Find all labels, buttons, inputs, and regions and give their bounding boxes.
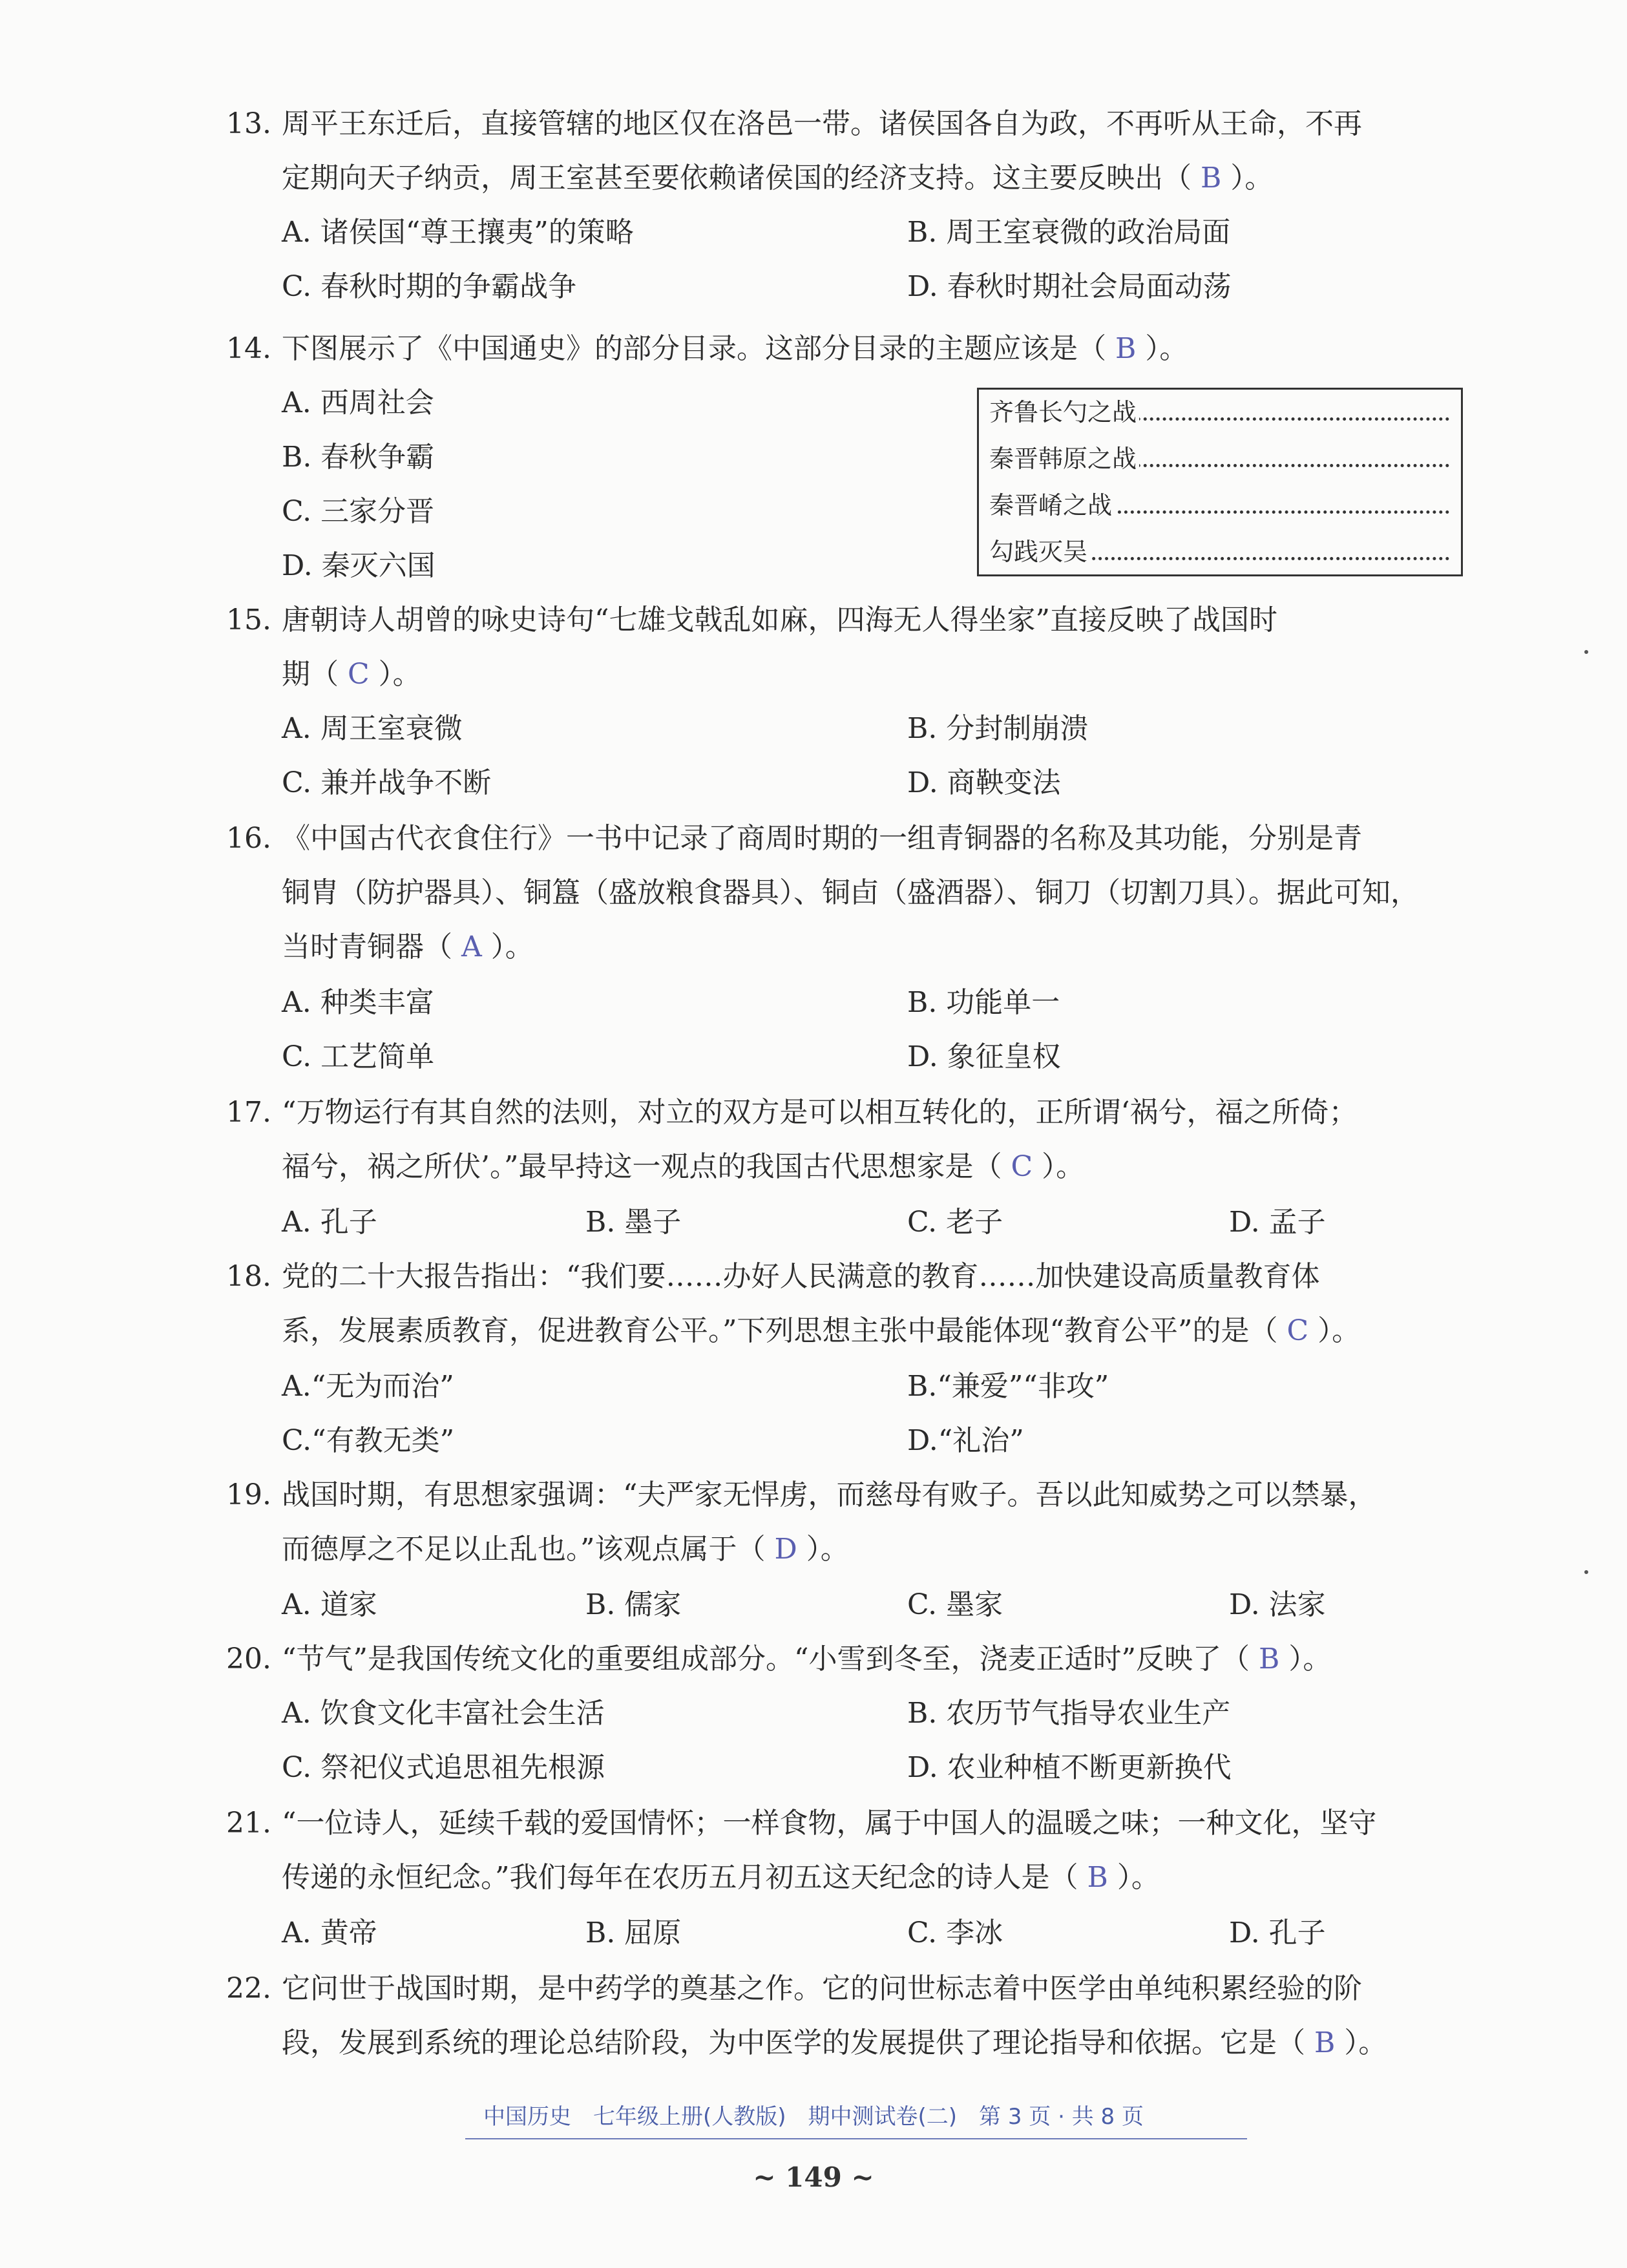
- table-of-contents-box: [977, 388, 1463, 576]
- toc-entry: 齐鲁长勺之战: [989, 390, 1449, 435]
- option-a: A. 周王室衰微: [282, 712, 463, 745]
- answer-mark: B: [1314, 2026, 1336, 2059]
- option-a: A. 诸侯国“尊王攘夷”的策略: [282, 216, 634, 249]
- toc-entry: 秦晋崤之战: [989, 483, 1449, 528]
- answer-mark: B: [1115, 332, 1137, 365]
- question-text-line: 定期向天子纳贡，周王室甚至要依赖诸侯国的经济支持。这主要反映出（ B ）。: [282, 162, 1274, 194]
- question-text: 周平王东迁后，直接管辖的地区仅在洛邑一带。诸侯国各自为政，不再听从王命，不再: [282, 107, 1362, 140]
- option-d: D. 商鞅变法: [907, 766, 1061, 799]
- question-text-line: 期（ C ）。: [282, 658, 421, 691]
- question-number: 14.: [226, 332, 271, 365]
- option-d: D. 孟子: [1229, 1206, 1326, 1239]
- option-a: A. 西周社会: [282, 386, 434, 419]
- question-number: 18.: [226, 1260, 271, 1293]
- option-a: A. 种类丰富: [282, 986, 434, 1019]
- question-text: 《中国古代衣食住行》一书中记录了商周时期的一组青铜器的名称及其功能，分别是青: [282, 822, 1362, 855]
- toc-entry: 勾践灭吴: [989, 529, 1449, 574]
- option-c: C.“有教无类”: [282, 1424, 455, 1457]
- answer-mark: C: [348, 658, 370, 691]
- option-b: B. 儒家: [585, 1588, 682, 1621]
- question-text-line: 福兮，祸之所伏’。”最早持这一观点的我国古代思想家是（ C ）。: [282, 1150, 1085, 1183]
- page-footer: 中国历史 七年级上册(人教版) 期中测试卷(二) 第 3 页 · 共 8 页: [483, 2104, 1144, 2130]
- option-d: D. 秦灭六国: [282, 549, 436, 582]
- answer-mark: A: [461, 930, 482, 963]
- question-number: 20.: [226, 1643, 271, 1675]
- question-text: 党的二十大报告指出：“我们要……办好人民满意的教育……加快建设高质量教育体: [282, 1260, 1320, 1293]
- option-c: C. 老子: [907, 1206, 1003, 1239]
- question-text: 它问世于战国时期，是中药学的奠基之作。它的问世标志着中医学由单纯积累经验的阶: [282, 1972, 1362, 2005]
- option-c: C. 兼并战争不断: [282, 766, 492, 799]
- option-d: D. 春秋时期社会局面动荡: [907, 270, 1232, 303]
- option-c: C. 春秋时期的争霸战争: [282, 270, 577, 303]
- option-b: B.“兼爱”“非攻”: [907, 1370, 1109, 1403]
- question-text-line: “节气”是我国传统文化的重要组成部分。“小雪到冬至，浇麦正适时”反映了（ B ）。: [282, 1643, 1332, 1675]
- option-b: B. 农历节气指导农业生产: [907, 1697, 1231, 1730]
- option-b: B. 春秋争霸: [282, 441, 435, 474]
- option-b: B. 周王室衰微的政治局面: [907, 216, 1231, 249]
- scan-speck: [1584, 1570, 1588, 1574]
- footer-divider: [465, 2138, 1247, 2139]
- answer-mark: B: [1258, 1643, 1280, 1675]
- question-text: 唐朝诗人胡曾的咏史诗句“七雄戈戟乱如麻，四海无人得坐家”直接反映了战国时: [282, 604, 1277, 636]
- question-text: 战国时期，有思想家强调：“夫严家无悍虏，而慈母有败子。吾以此知威势之可以禁暴，: [282, 1478, 1377, 1511]
- option-d: D. 孔子: [1229, 1916, 1326, 1949]
- option-d: D. 象征皇权: [907, 1040, 1061, 1073]
- option-c: C. 祭祀仪式追思祖先根源: [282, 1751, 605, 1784]
- option-d: D. 法家: [1229, 1588, 1326, 1621]
- option-b: B. 墨子: [585, 1206, 682, 1239]
- option-a: A. 道家: [282, 1588, 377, 1621]
- answer-mark: B: [1201, 162, 1222, 194]
- answer-mark: C: [1286, 1314, 1309, 1347]
- option-c: C. 工艺简单: [282, 1040, 435, 1073]
- answer-mark: C: [1011, 1150, 1033, 1183]
- question-text: “一位诗人，延续千载的爱国情怀；一样食物，属于中国人的温暖之味；一种文化，坚守: [282, 1807, 1377, 1840]
- page-number: ~ 149 ~: [753, 2161, 874, 2193]
- question-number: 19.: [226, 1478, 271, 1511]
- question-number: 17.: [226, 1096, 271, 1129]
- option-a: A. 孔子: [282, 1206, 377, 1239]
- question-number: 16.: [226, 822, 271, 855]
- option-c: C. 三家分晋: [282, 495, 435, 528]
- question-text-line: 当时青铜器（ A ）。: [282, 930, 534, 963]
- option-d: D. 农业种植不断更新换代: [907, 1751, 1232, 1784]
- option-a: A.“无为而治”: [282, 1370, 454, 1403]
- option-b: B. 屈原: [585, 1916, 682, 1949]
- question-text-line: 段，发展到系统的理论总结阶段，为中医学的发展提供了理论指导和依据。它是（ B ）。: [282, 2026, 1387, 2059]
- question-text-line: 传递的永恒纪念。”我们每年在农历五月初五这天纪念的诗人是（ B ）。: [282, 1861, 1160, 1894]
- question-number: 22.: [226, 1972, 271, 2005]
- option-a: A. 黄帝: [282, 1916, 377, 1949]
- option-a: A. 饮食文化丰富社会生活: [282, 1697, 605, 1730]
- option-c: C. 李冰: [907, 1916, 1003, 1949]
- option-c: C. 墨家: [907, 1588, 1003, 1621]
- option-b: B. 分封制崩溃: [907, 712, 1089, 745]
- question-number: 21.: [226, 1807, 271, 1840]
- scan-speck: [1584, 650, 1588, 654]
- question-number: 15.: [226, 604, 271, 636]
- question-text-line: 系，发展素质教育，促进教育公平。”下列思想主张中最能体现“教育公平”的是（ C ）。: [282, 1314, 1361, 1347]
- question-text-line: 下图展示了《中国通史》的部分目录。这部分目录的主题应该是（ B ）。: [282, 332, 1188, 365]
- question-number: 13.: [226, 107, 271, 140]
- question-text: “万物运行有其自然的法则，对立的双方是可以相互转化的，正所谓‘祸兮，福之所倚；: [282, 1096, 1358, 1129]
- toc-entry: 秦晋韩原之战: [989, 436, 1449, 481]
- answer-mark: B: [1087, 1861, 1108, 1894]
- answer-mark: D: [774, 1533, 797, 1566]
- question-text-line: 而德厚之不足以止乱也。”该观点属于（ D ）。: [282, 1533, 849, 1566]
- option-b: B. 功能单一: [907, 986, 1060, 1019]
- option-d: D.“礼治”: [907, 1424, 1024, 1457]
- question-text: 铜胄（防护器具）、铜簋（盛放粮食器具）、铜卣（盛酒器）、铜刀（切割刀具）。据此可知，: [282, 876, 1419, 909]
